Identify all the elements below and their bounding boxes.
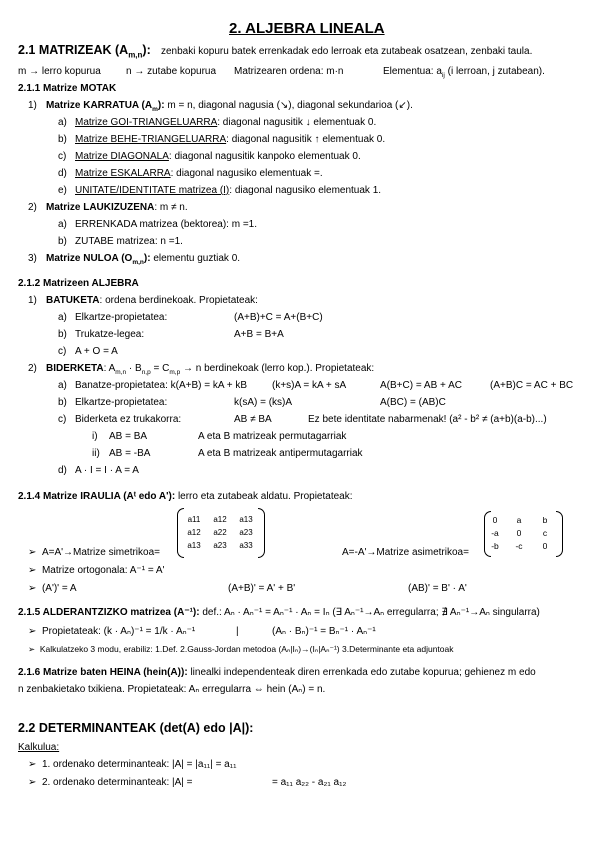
goi-triangeluarra-item: [58, 117, 376, 129]
iraulia-prop-2: (A+B)' = A' + B': [228, 583, 296, 594]
bullet-icon: ➢: [28, 759, 42, 770]
permutagarriak-item: [92, 431, 147, 443]
item-text: Banatze-propietatea: k(A+B) = kA + kB: [75, 380, 248, 391]
item-number: 1): [28, 295, 37, 306]
bullet-icon: ➢: [28, 626, 42, 637]
item-title: [46, 253, 151, 264]
kalkulatzeko-moduak: [28, 643, 454, 655]
matrix-cell: 0: [492, 515, 498, 525]
matrix-cell: a11: [187, 515, 201, 524]
iraulia-prop-1: [28, 583, 77, 595]
matrix-bracket-right: [258, 508, 265, 558]
matrix-cell: a33: [239, 541, 253, 550]
item-text: m = n, diagonal nagusia (↘), diagonal sekundarioa (↙).: [167, 100, 413, 111]
heading-bold: 2.1.4 Matrize IRAULIA (Aᵗ edo A'):: [18, 491, 176, 502]
simetrikoa-text: A=A'→Matrize simetrikoa=: [41, 547, 160, 558]
elementua-label: [383, 66, 545, 82]
item-letter: c): [58, 346, 67, 357]
batuketa-item: [28, 295, 258, 307]
elementua-end: (i lerroan, j zutabean).: [447, 66, 545, 77]
item-letter: d): [58, 465, 67, 476]
item-letter: b): [58, 397, 67, 408]
n-label: n → zutabe kopurua: [126, 66, 217, 77]
props-separator: |: [236, 626, 239, 637]
section-2-1-4-heading: [18, 491, 353, 503]
item-formula: AB = BA: [109, 431, 148, 442]
det-1-item: [28, 759, 237, 771]
ortogonala-item: [28, 565, 164, 577]
antipermutagarriak-item: [92, 448, 150, 460]
elkartze-formula: (A+B)+C = A+(B+C): [234, 312, 323, 323]
item-text: ZUTABE matrizea: n =1.: [75, 236, 183, 247]
item-title-end: ):: [157, 100, 165, 111]
elkartze-item: [58, 312, 167, 324]
elkartze-biderketa-formula-1: k(sA) = (ks)A: [234, 397, 293, 408]
matrix-cell: a13: [239, 515, 253, 524]
unitate-item: [58, 185, 381, 197]
matrix-cell: a12: [187, 528, 201, 537]
simetrikoa-label: [28, 547, 160, 559]
matrix-cell: b: [542, 515, 548, 525]
item-underlined: Matrize BEHE-TRIANGELUARRA: [75, 134, 227, 145]
item-letter: b): [58, 329, 67, 340]
item-text: : diagonal nagusiko elementuak =.: [170, 168, 323, 179]
matrix-cell: 0: [516, 528, 522, 538]
heina-line-2: n zenbakietako txikiena. Propietateak: Aₙ erregularra ⇔ hein (Aₙ) = n.: [18, 684, 326, 695]
matrix-cell: c: [542, 528, 548, 538]
kalkulua-label: Kalkulua:: [18, 742, 60, 753]
item-text: elementu guztiak 0.: [153, 253, 241, 264]
bullet-icon: ➢: [28, 583, 42, 594]
item-text: Biderketa ez trukakorra:: [75, 414, 182, 425]
item-text: : diagonal nagusitik ↓ elementuak 0.: [217, 117, 377, 128]
asimetrikoa-label: A=-A'→Matrize asimetrikoa=: [342, 547, 469, 558]
item-text-a: : A: [103, 363, 116, 374]
item-letter: a): [58, 117, 67, 128]
banatze-formula-3: A(B+C) = AB + AC: [380, 380, 462, 391]
heading-text: linealki independenteak diren errenkada edo zutabe kopurua; gehienez m edo: [190, 667, 536, 678]
item-title-end: ):: [143, 253, 151, 264]
matrix-cell: a: [516, 515, 522, 525]
alderantzizko-props: [28, 626, 195, 638]
zutabe-item: [58, 236, 183, 248]
matrix-cell: -c: [515, 541, 523, 551]
calc-text: Kalkulatzeko 3 modu, erabiliz: 1.Def. 2.Gauss-Jordan metodoa (Aₙ|Iₙ)→(Iₙ|Aₙ⁻¹) 3.Determinante eta adjuntoak: [39, 644, 454, 654]
item-title: [46, 100, 165, 111]
item-title: BIDERKETA: [46, 363, 104, 374]
item-text: : diagonal nagusitik kanpoko elementuak 0.: [168, 151, 361, 162]
matrix-cell: a23: [213, 541, 227, 550]
elkartze-biderketa-formula-2: A(BC) = (AB)C: [380, 397, 446, 408]
matrix-cell: a23: [239, 528, 253, 537]
matrix-cell: a12: [213, 515, 227, 524]
matrix-cell: a22: [213, 528, 227, 537]
permutagarriak-text: A eta B matrizeak permutagarriak: [198, 431, 347, 442]
identitate-biderketa-item: [58, 465, 139, 477]
bullet-icon: ➢: [28, 777, 42, 788]
banatze-formula-2: (k+s)A = kA + sA: [272, 380, 347, 391]
item-letter: a): [58, 312, 67, 323]
item-title: Matrize LAUKIZUZENA: [46, 202, 155, 213]
item-title-sub: m,n: [132, 259, 144, 266]
prop-text: Propietateak: (k · Aₙ)⁻¹ = 1/k · Aₙ⁻¹: [41, 626, 196, 637]
item-letter: b): [58, 236, 67, 247]
item-text: Trukatze-legea:: [75, 329, 145, 340]
bullet-icon: ➢: [28, 547, 42, 558]
item-text-c: = C: [150, 363, 170, 374]
item-letter: a): [58, 380, 67, 391]
item-text: : ordena berdinekoak. Propietateak:: [99, 295, 258, 306]
elementua-sub: ij: [441, 72, 445, 79]
prop-text: (A')' = A: [41, 583, 77, 594]
bullet-icon: ➢: [28, 644, 40, 654]
section-2-1-2-heading: 2.1.2 Matrizeen ALJEBRA: [18, 278, 139, 289]
nuloa-item: [28, 253, 240, 269]
m-label: m → lerro kopurua: [18, 66, 101, 77]
iraulia-prop-3: (AB)' = B' · A': [408, 583, 467, 594]
laukizuzena-item: [28, 202, 188, 214]
karratua-item: [28, 100, 413, 116]
section-2-1-5-heading: [18, 607, 540, 619]
elkartze-biderketa-item: [58, 397, 167, 409]
heading-end: ):: [142, 43, 151, 57]
item-title-text: Matrize NULOA (O: [46, 253, 133, 264]
item-underlined: Matrize DIAGONALA: [75, 151, 169, 162]
ez-trukakorra-item: [58, 414, 181, 426]
item-underlined: UNITATE/IDENTITATE matrizea (I): [75, 185, 230, 196]
elementua-text: Elementua: a: [383, 66, 442, 77]
matrix-cell: 0: [542, 541, 548, 551]
matrix-bracket-right: [556, 511, 563, 557]
eskalarra-item: [58, 168, 323, 180]
item-text-b: · B: [126, 363, 142, 374]
banatze-formula-4: (A+B)C = AC + BC: [490, 380, 574, 391]
heading-text: 2.1 MATRIZEAK (A: [18, 43, 129, 57]
section-2-2-heading: 2.2 DETERMINANTEAK (det(A) edo |A|):: [18, 721, 254, 735]
item-text: Elkartze-propietatea:: [75, 397, 168, 408]
det-2-item: [28, 777, 193, 789]
item-letter: d): [58, 168, 67, 179]
ortogonala-text: Matrize ortogonala: A⁻¹ = A': [41, 565, 165, 576]
behe-triangeluarra-item: [58, 134, 385, 146]
section-2-1-heading: [18, 43, 151, 63]
ez-trukakorra-formula: AB ≠ BA: [234, 414, 272, 425]
item-formula: A · I = I · A = A: [75, 465, 139, 476]
item-formula: AB = -BA: [109, 448, 151, 459]
banatze-item: [58, 380, 247, 392]
item-text-d: → n berdinekoak (lerro kop.). Propietateak:: [180, 363, 375, 374]
ordena-label: Matrizearen ordena: m·n: [234, 66, 344, 77]
trukatze-formula: A+B = B+A: [234, 329, 284, 340]
item-text: A + O = A: [75, 346, 118, 357]
heading-sub: m,n: [128, 50, 143, 60]
item-title: BATUKETA: [46, 295, 100, 306]
heading-bold: 2.1.6 Matrize baten HEINA (hein(A)):: [18, 667, 188, 678]
antipermutagarriak-text: A eta B matrizeak antipermutagarriak: [198, 448, 363, 459]
item-number: 3): [28, 253, 37, 264]
errenkada-item: [58, 219, 257, 231]
item-title-sub: m: [152, 106, 158, 113]
section-2-1-description: zenbaki kopuru batek errenkadak edo lerroak eta zutabeak osatzean, zenbaki taula.: [161, 46, 533, 57]
item-text: : diagonal nagusitik ↑ elementuak 0.: [226, 134, 386, 145]
item-sub-1: m,n: [115, 369, 127, 376]
det-text: 1. ordenako determinanteak: |A| = |a₁₁| = a₁₁: [41, 759, 237, 770]
diagonala-item: [58, 151, 361, 163]
item-sub-2: n,p: [141, 369, 151, 376]
item-text: Elkartze-propietatea:: [75, 312, 168, 323]
alderantzizko-prop-2: (Aₙ · Bₙ)⁻¹ = Bₙ⁻¹ · Aₙ⁻¹: [272, 626, 376, 637]
item-letter: e): [58, 185, 67, 196]
item-sub-3: m,p: [169, 369, 181, 376]
heading-bold: 2.1.5 ALDERANTZIZKO matrizea (A⁻¹):: [18, 607, 200, 618]
heading-text: def.: Aₙ · Aₙ⁻¹ = Aₙ⁻¹ · Aₙ = Iₙ (∃ Aₙ⁻¹→Aₙ erregularra; ∄ Aₙ⁻¹→Aₙ singularra): [202, 607, 540, 618]
item-underlined: Matrize ESKALARRA: [75, 168, 171, 179]
section-2-1-6-heading: [18, 667, 536, 679]
identitate-oharra: Ez bete identitate nabarmenak! (a² - b² ≠ (a+b)(a-b)...): [308, 414, 547, 425]
item-letter: a): [58, 219, 67, 230]
matrix-cell: a13: [187, 541, 201, 550]
item-text: : diagonal nagusiko elementuak 1.: [229, 185, 382, 196]
nulo-batuketa-item: [58, 346, 118, 358]
item-title-text: Matrize KARRATUA (A: [46, 100, 153, 111]
matrix-cell: -a: [491, 528, 499, 538]
item-text: ERRENKADA matrizea (bektorea): m =1.: [75, 219, 258, 230]
section-2-1-1-heading: 2.1.1 Matrize MOTAK: [18, 83, 117, 94]
biderketa-item: [28, 363, 374, 379]
item-letter: c): [58, 151, 67, 162]
heading-text: lerro eta zutabeak aldatu. Propietateak:: [177, 491, 353, 502]
item-number: 1): [28, 100, 37, 111]
item-text: : m ≠ n.: [154, 202, 188, 213]
det-text: 2. ordenako determinanteak: |A| =: [41, 777, 193, 788]
item-roman: i): [92, 431, 98, 442]
item-number: 2): [28, 363, 37, 374]
item-roman: ii): [92, 448, 100, 459]
matrix-cell: -b: [491, 541, 499, 551]
item-number: 2): [28, 202, 37, 213]
trukatze-item: [58, 329, 144, 341]
item-letter: b): [58, 134, 67, 145]
item-letter: c): [58, 414, 67, 425]
bullet-icon: ➢: [28, 565, 42, 576]
page-title: 2. ALJEBRA LINEALA: [229, 20, 385, 37]
item-underlined: Matrize GOI-TRIANGELUARRA: [75, 117, 218, 128]
det-2-formula: = a₁₁ a₂₂ - a₂₁ a₁₂: [272, 777, 347, 788]
